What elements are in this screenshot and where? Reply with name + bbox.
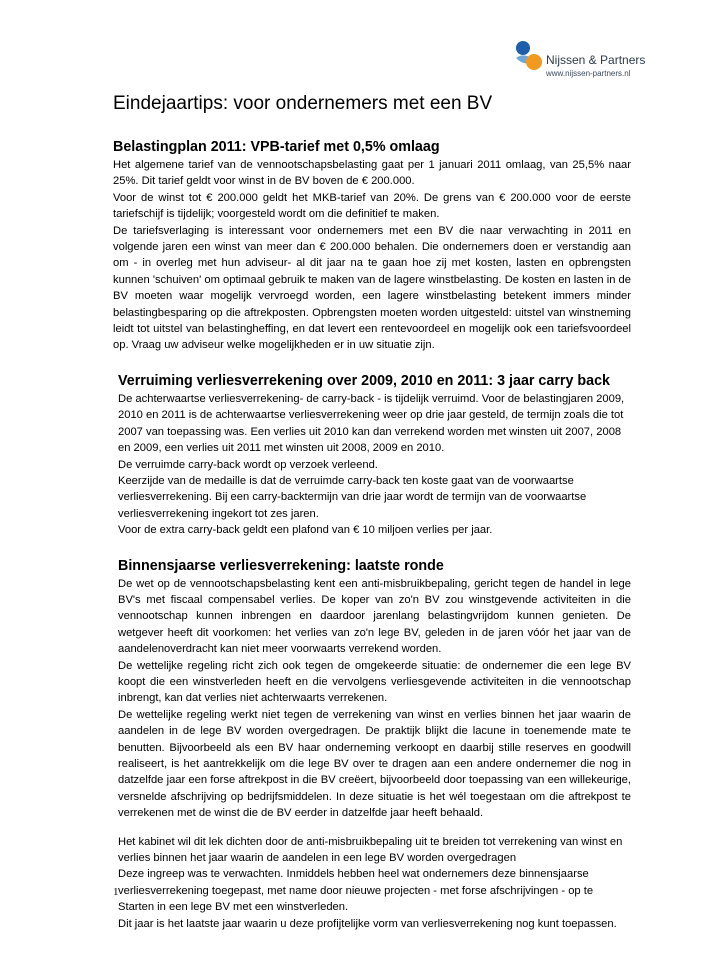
- section-title: Belastingplan 2011: VPB-tarief met 0,5% omlaag: [113, 139, 440, 155]
- paragraph: Keerzijde van de medaille is dat de verruimde carry-back ten koste gaat van de voorwaartse verliesverrekening. Bij een carry-backtermijn van drie jaar wordt de termijn van de voorwaartse verliesverrekening ingekort tot zes jaren.: [118, 474, 587, 520]
- paragraph: De tariefsverlaging is interessant voor ondernemers met een BV die naar verwachting in 2011 en volgende jaren een winst van meer dan € 200.000 behalen. Die ondernemers doen er verstandig aan om - in overleg met hun adviseur- al dit jaar na te gaan hoe zij met kosten, lasten en opbrengsten kunnen 'schuiven' om optimaal gebruik te maken van de lagere winstbelasting. De kosten en lasten in de BV moeten waar mogelijk vervroegd worden, een lagere winstbelasting betekent immers minder belastingbesparing op die aftrekposten. Opbrengsten moeten worden uitgesteld: uitstel van winstneming leidt tot uitstel van belastingheffing, en dat levert een rentevoordeel en mogelijk ook een tariefsvoordeel op. Vraag uw adviseur welke mogelijkheden er in uw situatie zijn.: [113, 224, 631, 352]
- section-binnensjaarse: [113, 557, 631, 933]
- paragraph: De wettelijke regeling werkt niet tegen de verrekening van winst en verlies binnen het jaar waarin de aandelen in de lege BV worden overgedragen. De praktijk blijkt die lacune in toenemende mate te benutten. Bijvoorbeeld als een BV haar onderneming verkoopt en daarbij stille reserves en goodwill realiseert, is het aantrekkelijk om die lege BV over te dragen aan een andere ondernemer die nog in datzelfde jaar een forse aftrekpost in die BV creëert, bijvoorbeeld door toepassing van een willekeurige, versnelde afschrijving op bedrijfsmiddelen. In deze situatie is het wél toegestaan om die aftrekpost te verrekenen met de winst die de BV eerder in datzelfde jaar heeft behaald.: [118, 708, 631, 820]
- paragraph: De wet op de vennootschapsbelasting kent een anti-misbruikbepaling, gericht tegen de handel in lege BV's met fiscaal compensabel verlies. De koper van zo'n BV zou winstgevende activiteiten in die vennootschap kunnen inbrengen en daardoor jarenlang belastingvrijdom kunnen genieten. De wetgever heeft dit voorkomen: het verlies van zo'n lege BV, geleden in de jaren vóór het jaar van de aandelenoverdracht kan niet meer voorwaarts verrekend worden.: [118, 577, 631, 656]
- paragraph: De achterwaartse verliesverrekening- de carry-back - is tijdelijk verruimd. Voor de belastingjaren 2009, 2010 en 2011 is de achterwaartse verliesverrekening weer op drie jaar gesteld, de termijn zoals die tot 2007 van toepassing was. Een verlies uit 2010 kan dan verrekend worden met winsten uit 2007, 2008 en 2009, een verlies uit 2011 met winsten uit 2008, 2009 en 2010.: [118, 392, 625, 455]
- section-vpb-tarief: [113, 138, 631, 354]
- logo-website-url: www.nijssen-partners.nl: [546, 69, 631, 78]
- paragraph: Deze ingreep was te verwachten. Inmiddels hebben heel wat ondernemers deze binnensjaarse verliesverrekening toegepast, met name door nieuwe projecten - met forse afschrijvingen - op te Starten in een lege BV met een winstverleden.: [118, 868, 594, 914]
- paragraph: Het algemene tarief van de vennootschapsbelasting gaat per 1 januari 2011 omlaag, van 25,5% naar 25%. Dit tarief geldt voor winst in de BV boven de € 200.000.: [113, 159, 631, 188]
- paragraph: Voor de winst tot € 200.000 geldt het MKB-tarief van 20%. De grens van € 200.000 voor de eerste tariefschijf is tijdelijk; voorgesteld wordt om die definitief te maken.: [113, 191, 631, 221]
- logo-company-name: Nijssen & Partners: [546, 53, 646, 67]
- document-body: [113, 138, 631, 932]
- section-title: Binnensjaarse verliesverrekening: laatste ronde: [118, 557, 444, 574]
- paragraph: Het kabinet wil dit lek dichten door de anti-misbruikbepaling uit te breiden tot verrekening van winst en verlies binnen het jaar waarin de aandelen in een lege BV worden overgedragen: [118, 835, 623, 865]
- paragraph: Voor de extra carry-back geldt een plafond van € 10 miljoen verlies per jaar.: [118, 524, 493, 537]
- section-carry-back: [113, 372, 631, 539]
- page-number: 1: [113, 886, 119, 898]
- company-logo: [512, 38, 646, 88]
- paragraph: De wettelijke regeling richt zich ook tegen de omgekeerde situatie: de ondernemer die een lege BV koopt die een winstverleden heeft en die vervolgens verliesgevende activiteiten in die vennootschap inbrengt, kan dat verlies niet achterwaarts verrekenen.: [118, 659, 631, 705]
- logo-mark-icon: [512, 38, 544, 72]
- paragraph: De verruimde carry-back wordt op verzoek verleend.: [118, 458, 378, 471]
- paragraph: Dit jaar is het laatste jaar waarin u deze profijtelijke vorm van verliesverrekening nog kunt toepassen.: [118, 917, 617, 930]
- page-title: Eindejaartips: voor ondernemers met een BV: [113, 93, 493, 114]
- section-title: Verruiming verliesverrekening over 2009, 2010 en 2011: 3 jaar carry back: [118, 372, 610, 389]
